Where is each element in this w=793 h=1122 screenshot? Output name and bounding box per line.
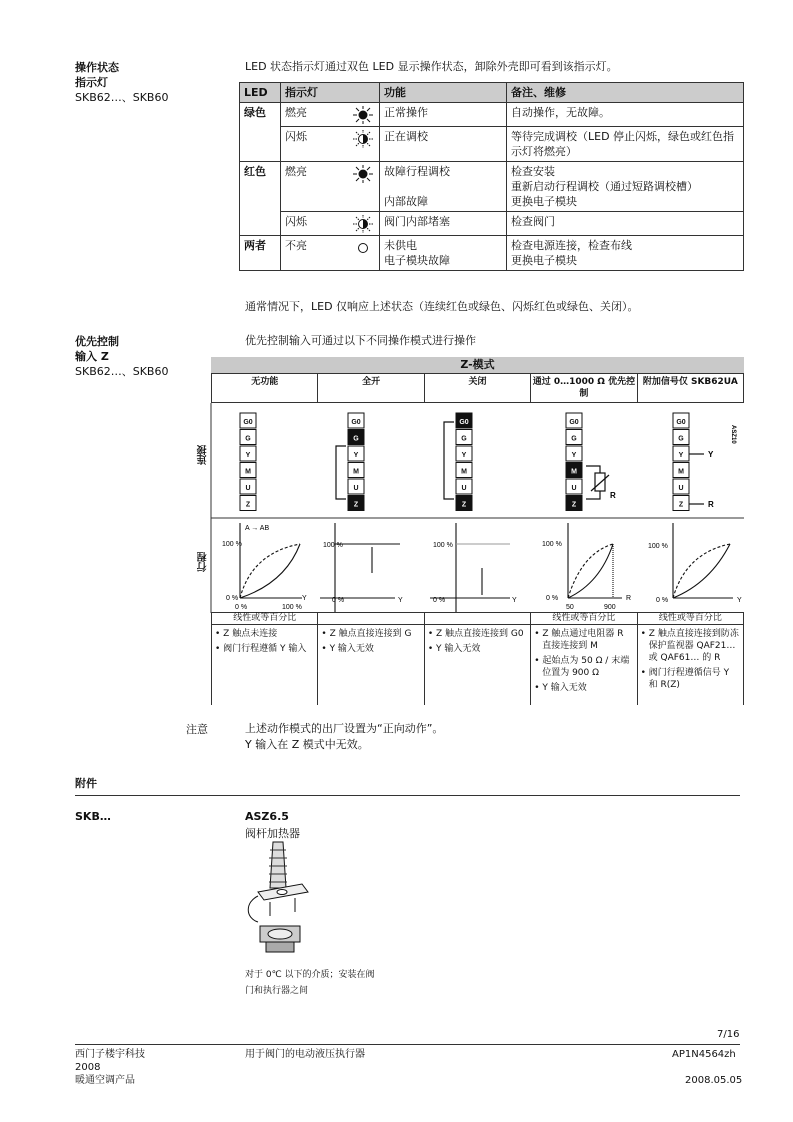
svg-text:Y: Y <box>302 595 307 602</box>
terminal-label: G0 <box>676 419 686 426</box>
svg-text:0 %: 0 % <box>235 604 248 611</box>
z-mode-notes: • Z 触点未连接 • 阀门行程遵循 Y 输入 • Z 触点直接连接到 G • Y 输入无效 • Z 触点直接连接到 G0 • Y 输入无效 • Z 触点通过电阻器 R 直接连接到 M • 起始点为 50 Ω / 末端位置为 900 Ω • Y 输入无效 • Z 触点直接连接到防冻保护监视器 QAF21… 或 QAF61… 的 R • 阀门行程遵循信号 Y 和 R(Z) <box>211 625 744 705</box>
section-override <box>75 334 168 379</box>
label-r: R <box>708 500 714 509</box>
led-intro: LED 状态指示灯通过双色 LED 显示操作状态，卸除外壳即可看到该指示灯。 <box>245 60 618 73</box>
terminal-label: G <box>353 435 359 443</box>
terminal-label: M <box>678 468 684 476</box>
terminal-label: Z <box>461 501 467 509</box>
terminal-label: Y <box>571 452 577 459</box>
terminal-label: G <box>461 435 467 443</box>
override-intro: 优先控制输入可通过以下不同操作模式进行操作 <box>245 334 476 347</box>
footer-date: 2008.05.05 <box>685 1075 743 1086</box>
col-full-open: 全开 <box>318 374 424 402</box>
svg-text:100 %: 100 % <box>433 542 453 549</box>
col-led: LED <box>240 83 281 103</box>
acc-desc: 阀杆加热器 <box>245 827 300 840</box>
svg-text:100 %: 100 % <box>323 542 343 549</box>
svg-text:100 %: 100 % <box>222 541 242 548</box>
footer-doc-code: AP1N4564zh <box>672 1049 736 1060</box>
svg-text:0 %: 0 % <box>656 597 669 604</box>
col-resistor: 通过 0…1000 Ω 优先控制 <box>531 374 637 402</box>
terminal-label: Z <box>571 501 577 509</box>
svg-text:900: 900 <box>604 604 616 611</box>
terminal-label: Y <box>461 452 467 459</box>
z-mode-header: Z-模式 <box>211 357 744 373</box>
col-extra-signal: 附加信号仅 SKB62UA <box>642 377 738 387</box>
terminal-label: G0 <box>243 419 253 426</box>
terminal-label: Y <box>678 452 684 459</box>
terminal-label: U <box>245 485 251 492</box>
footer-divider <box>75 1044 740 1045</box>
led-blink-icon <box>351 215 375 233</box>
svg-text:A → AB: A → AB <box>245 525 270 532</box>
terminal-label: G0 <box>459 419 469 426</box>
svg-text:0 %: 0 % <box>546 595 559 602</box>
terminal-label: U <box>678 485 684 492</box>
terminal-label: Z <box>353 501 359 509</box>
section-subtitle: 输入 Z <box>75 350 109 363</box>
terminal-label: G <box>678 435 684 443</box>
table-header <box>240 83 744 103</box>
svg-text:Y: Y <box>398 597 403 604</box>
terminal-label: G <box>571 435 577 443</box>
svg-text:100 %: 100 % <box>648 543 668 550</box>
z-mode-columns <box>211 373 744 403</box>
page-number: 7/16 <box>717 1029 740 1040</box>
terminal-label: G0 <box>569 419 579 426</box>
table-row: 闪烁 正在调校 等待完成调校（LED 停止闪烁，绿色或红色指示灯将燃亮） <box>240 127 744 162</box>
table-row: 红色 燃亮 故障行程调校 内部故障 检查安装 重新启动行程调校（通过短路调校槽） 更换电子模块 <box>240 162 744 212</box>
terminal-label: Z <box>678 501 684 509</box>
footer-left: 西门子楼宇科技 2008 暖通空调产品 <box>75 1049 145 1086</box>
section-models: SKB62…、SKB60 <box>75 91 169 104</box>
z-mode-diagrams <box>190 403 750 615</box>
terminal-blocks <box>240 413 689 511</box>
label-r: R <box>610 491 616 500</box>
divider <box>75 795 740 796</box>
svg-text:100 %: 100 % <box>542 541 562 548</box>
terminal-label: G0 <box>351 419 361 426</box>
acc-caption: 对于 0℃ 以下的介质；安装在阀 门和执行器之间 <box>245 970 375 996</box>
svg-text:Y: Y <box>737 597 742 604</box>
section-title: 操作状态 <box>75 61 119 74</box>
svg-text:0 %: 0 % <box>226 595 239 602</box>
terminal-label: M <box>571 468 577 476</box>
terminal-label: U <box>353 485 359 492</box>
col-function: 功能 <box>380 83 507 103</box>
terminal-label: Y <box>353 452 359 459</box>
led-on-icon <box>351 106 375 124</box>
terminal-label: M <box>245 468 251 476</box>
stem-heater-image <box>240 840 320 965</box>
section-models: SKB62…、SKB60 <box>75 365 169 378</box>
terminal-label: M <box>353 468 359 476</box>
col-closed: 关闭 <box>425 374 531 402</box>
terminal-label: M <box>461 468 467 476</box>
section-operating-status <box>75 60 168 105</box>
terminal-label: Y <box>245 452 251 459</box>
led-off-icon <box>351 239 375 257</box>
led-after-text: 通常情况下，LED 仅响应上述状态（连续红色或绿色、闪烁红色或绿色、关闭）。 <box>245 300 639 313</box>
led-on-icon <box>351 165 375 183</box>
note-text: 上述动作模式的出厂设置为“正向动作”。 Y 输入在 Z 模式中无效。 <box>245 722 444 751</box>
table-row: 绿色 燃亮 正常操作 自动操作，无故障。 <box>240 103 744 127</box>
svg-text:0 %: 0 % <box>332 597 345 604</box>
svg-text:R: R <box>626 595 632 602</box>
col-no-function: 无功能 <box>212 374 318 402</box>
acc-name: ASZ6.5 <box>245 810 289 823</box>
terminal-label: G <box>245 435 251 443</box>
col-note: 备注、维修 <box>507 83 744 103</box>
table-row: 闪烁 阀门内部堵塞 检查阀门 <box>240 212 744 236</box>
svg-text:50: 50 <box>566 604 574 611</box>
terminal-label: Z <box>245 501 251 509</box>
led-blink-icon <box>351 130 375 148</box>
accessories-title: 附件 <box>75 777 97 790</box>
note-label: 注意 <box>186 723 208 736</box>
terminal-label: U <box>571 485 577 492</box>
svg-text:0 %: 0 % <box>433 597 446 604</box>
figure-code: ASZ10 <box>730 425 736 444</box>
label-y: Y <box>708 450 714 459</box>
svg-text:Y: Y <box>512 597 517 604</box>
led-table <box>239 82 744 271</box>
footer-doc-title: 用于阀门的电动液压执行器 <box>245 1049 365 1060</box>
wiring <box>336 422 704 504</box>
svg-text:100 %: 100 % <box>282 604 302 611</box>
acc-model: SKB… <box>75 810 111 823</box>
section-title: 优先控制 <box>75 335 119 348</box>
row-label-stroke: 行程 <box>198 552 209 572</box>
terminal-label: U <box>461 485 467 492</box>
row-label-connection: 连接 <box>198 445 209 465</box>
table-row: 两者 不亮 未供电 电子模块故障 检查电源连接，检查布线 更换电子模块 <box>240 236 744 271</box>
section-subtitle: 指示灯 <box>75 76 108 89</box>
curve-type-strip: 线性或等百分比 线性或等百分比 线性或等百分比 <box>211 612 744 625</box>
col-indicator: 指示灯 <box>281 83 380 103</box>
